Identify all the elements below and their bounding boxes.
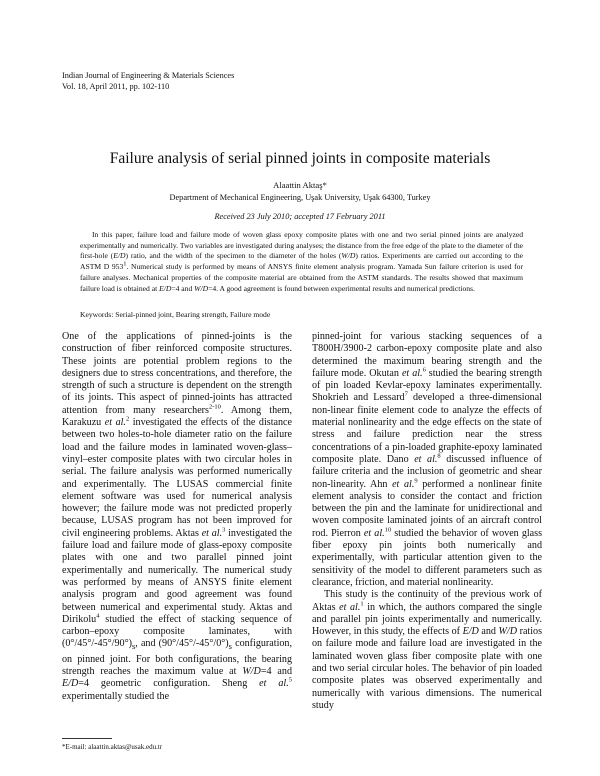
body-column-left bbox=[62, 331, 292, 703]
abstract: In this paper, failure load and failure mode of woven glass epoxy composite plates with one and two serial pinned joints are analyzed experimentally and numerically. Two variables are investigated during analyses; the distance from the free edge of the plate to the diameter of the first-hole (E/D) ratio, and the width of the specimen to the diameter of the holes (W/D) ratios. Experiments are carried out according to the ASTM D $953^1$. Numerical study is performed by means of ANSYS finite element analysis program. Yamada Sun failure criterion is used for failure analyses. Mechanical properties of the composite material are obtained from the ASTM standards. The results showed that maximum failure load is obtained at E/D=4 and W/D=4. A good agreement is found between experimental results and numerical predictions. bbox=[80, 230, 523, 293]
author-name: Alaattin Aktaş* bbox=[273, 180, 327, 190]
journal-issue: Vol. 18, April 2011, pp. 102-110 bbox=[62, 82, 170, 91]
keywords: Keywords: Serial-pinned joint, Bearing strength, Failure mode bbox=[80, 310, 271, 319]
paragraph: One of the applications of pinned-joints is the construction of fiber reinforced composite structures. These joints are potential problem regions to the designers due to stress concentrations, and therefore, the strength of such a structure is dependent on the strength of its joints. This aspect of pinned-joints has attracted attention from many researchers$^{2-10}$. Among them, Karakuzu et al.$^2$ investigated the effects of the distance between two holes-to-hole diameter ratio on the failure load and the failure modes in laminated woven-glass–vinyl–ester composite plates with two circular holes in serial. The failure analysis was performed numerically and experimentally. The LUSAS commercial finite element software was used for numerical analysis however; the failure mode was not predicted properly because, LUSAS program has not been improved for civil engineering problems. Aktas et al.$^3$ investigated the failure load and failure mode of glass-epoxy composite plates with one and two parallel pinned joint experimentally and numerically. The numerical study was performed by means of ANSYS finite element analysis program and good agreement was found between numerical and experimental study. Aktas and Dirikolu$^4$ studied the effect of stacking sequence of carbon–epoxy composite laminates, with $(0^\circ/45^\circ/-45^\circ/90^\circ)_s$, and $(90^\circ/45^\circ/-45^\circ/0^\circ)_s$ configuration, on pinned joint. For both configurations, the bearing strength reaches the maximum value at W/D=4 and E/D=4 geometric configuration. Sheng et al.$^5$ experimentally studied the bbox=[62, 331, 292, 702]
journal-name: Indian Journal of Engineering & Materials Sciences bbox=[62, 71, 235, 80]
footnote-email: *E-mail: alaattin.aktas@usak.edu.tr bbox=[62, 743, 163, 751]
author-affiliation: Department of Mechanical Engineering, Uşak University, Uşak 64300, Turkey bbox=[169, 193, 431, 202]
footnote-divider bbox=[62, 738, 112, 739]
paragraph: pinned-joint for various stacking sequences of a T800H/3900-2 carbon-epoxy composite plate and also determined the maximum bearing strength and the failure mode. Okutan et al.$^6$ studied the bearing strength of pin loaded Kevlar-epoxy laminates experimentally. Shokrieh and Lessard$^7$ developed a three-dimensional non-linear finite element code to analyze the effects of material nonlinearity and the edge effects on the state of stress and failure prediction near the stress concentrations of a pin-loaded graphite-epoxy laminated composite plate. Dano et al.$^8$ discussed influence of failure criteria and the inclusion of geometric and shear non-linearity. Ahn et al.$^9$ performed a nonlinear finite element analysis to consider the contact and friction between the pin and the laminate for unidirectional and woven composite laminated joints of an aircraft control rod. Pierron et al.$^{10}$ studied the behavior of woven glass fiber epoxy pin joints both numerically and experimentally, with particular attention given to the sensitivity of the model to different parameters such as clearance, friction, and material nonlinearity. bbox=[312, 331, 543, 588]
received-dates: Received 23 July 2010; accepted 17 February 2011 bbox=[214, 212, 386, 221]
paragraph: This study is the continuity of the previous work of Aktas et al.$^1$ in which, the authors compared the single and parallel pin joints experimentally and numerically. However, in this study, the effects of E/D and W/D ratios on failure mode and failure load are investigated in the laminated woven glass fiber composite plate with one and two serial circular holes. The behavior of pin loaded composite plates was observed experimentally and numerically with various dimensions. The numerical study bbox=[312, 589, 543, 711]
body-column-right bbox=[312, 331, 542, 712]
paper-title: Failure analysis of serial pinned joints in composite materials bbox=[109, 150, 491, 167]
journal-header bbox=[62, 70, 234, 92]
